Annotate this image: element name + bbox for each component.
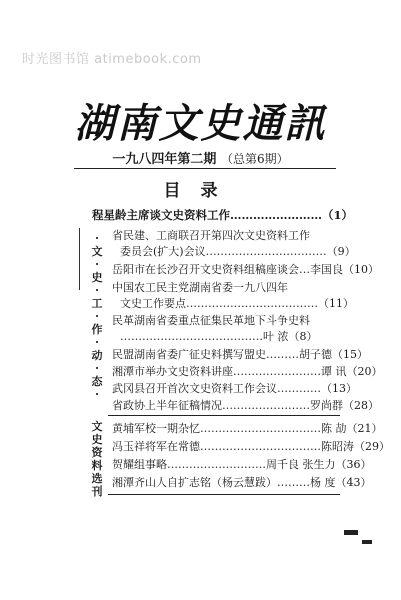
scan-mark bbox=[344, 530, 358, 535]
toc-entry: 湘潭市举办文史资料讲座……………………谭 讯（20） bbox=[112, 365, 383, 378]
toc-entry: 委员会(扩大)会议……………………………（9） bbox=[120, 245, 356, 258]
toc-entry: 民盟湖南省委广征史料撰写盟史………胡子德（15） bbox=[112, 348, 368, 361]
section-divider-top bbox=[79, 228, 80, 290]
section-divider bbox=[108, 415, 340, 416]
toc-entry: 冯玉祥将军在常德……………………………陈昭涛（29） bbox=[112, 440, 390, 453]
scan-mark bbox=[362, 540, 372, 544]
toc-entry: 贺耀组事略………………………周千良 张生力（36） bbox=[112, 458, 372, 471]
watermark-text: 时光图书馆 atimebook.com bbox=[22, 52, 202, 67]
section-label-selected-materials: 文 史 资 料 选 刊 bbox=[91, 420, 103, 498]
toc-title: 目录 bbox=[163, 181, 238, 201]
header-divider bbox=[74, 168, 336, 169]
toc-entry: 中国农工民主党湖南省委一九八四年 bbox=[112, 281, 288, 294]
toc-entry: 武冈县召开首次文史资料工作会议…………（13） bbox=[112, 382, 357, 395]
toc-entry: …………………………………叶 浓（8） bbox=[120, 330, 318, 343]
journal-masthead: 湖南文史通訊 bbox=[74, 100, 327, 147]
toc-entry: 岳阳市在长沙召开文史资料组稿座谈会…李国良（10） bbox=[112, 263, 379, 276]
toc-entry: 程星龄主席谈文史资料工作……………………（1） bbox=[92, 208, 353, 222]
issue-number: 一九八四年第二期 bbox=[112, 152, 217, 167]
toc-entry: 省民建、工商联召开第四次文史资料工作 bbox=[112, 229, 310, 242]
section-label-work-news: · 文 · 史 · 工 · 作 · 动 · 态 · bbox=[91, 232, 103, 401]
toc-entry: 民革湖南省委重点征集民革地下斗争史料 bbox=[112, 314, 310, 327]
issue-line bbox=[0, 148, 401, 167]
bottom-divider bbox=[108, 494, 340, 495]
toc-entry: 文史工作要点………………………………（11） bbox=[120, 297, 354, 310]
issue-total-number: （总第6期） bbox=[220, 152, 289, 166]
toc-entry: 湘潭齐山人自扩志铭（杨云慧跋）………杨 度（43） bbox=[112, 476, 372, 489]
toc-entry: 黄埔军校一期杂忆……………………………陈 劼（21） bbox=[112, 422, 383, 435]
toc-entry: 省政协上半年征稿情况……………………罗尚群（28） bbox=[112, 399, 379, 412]
